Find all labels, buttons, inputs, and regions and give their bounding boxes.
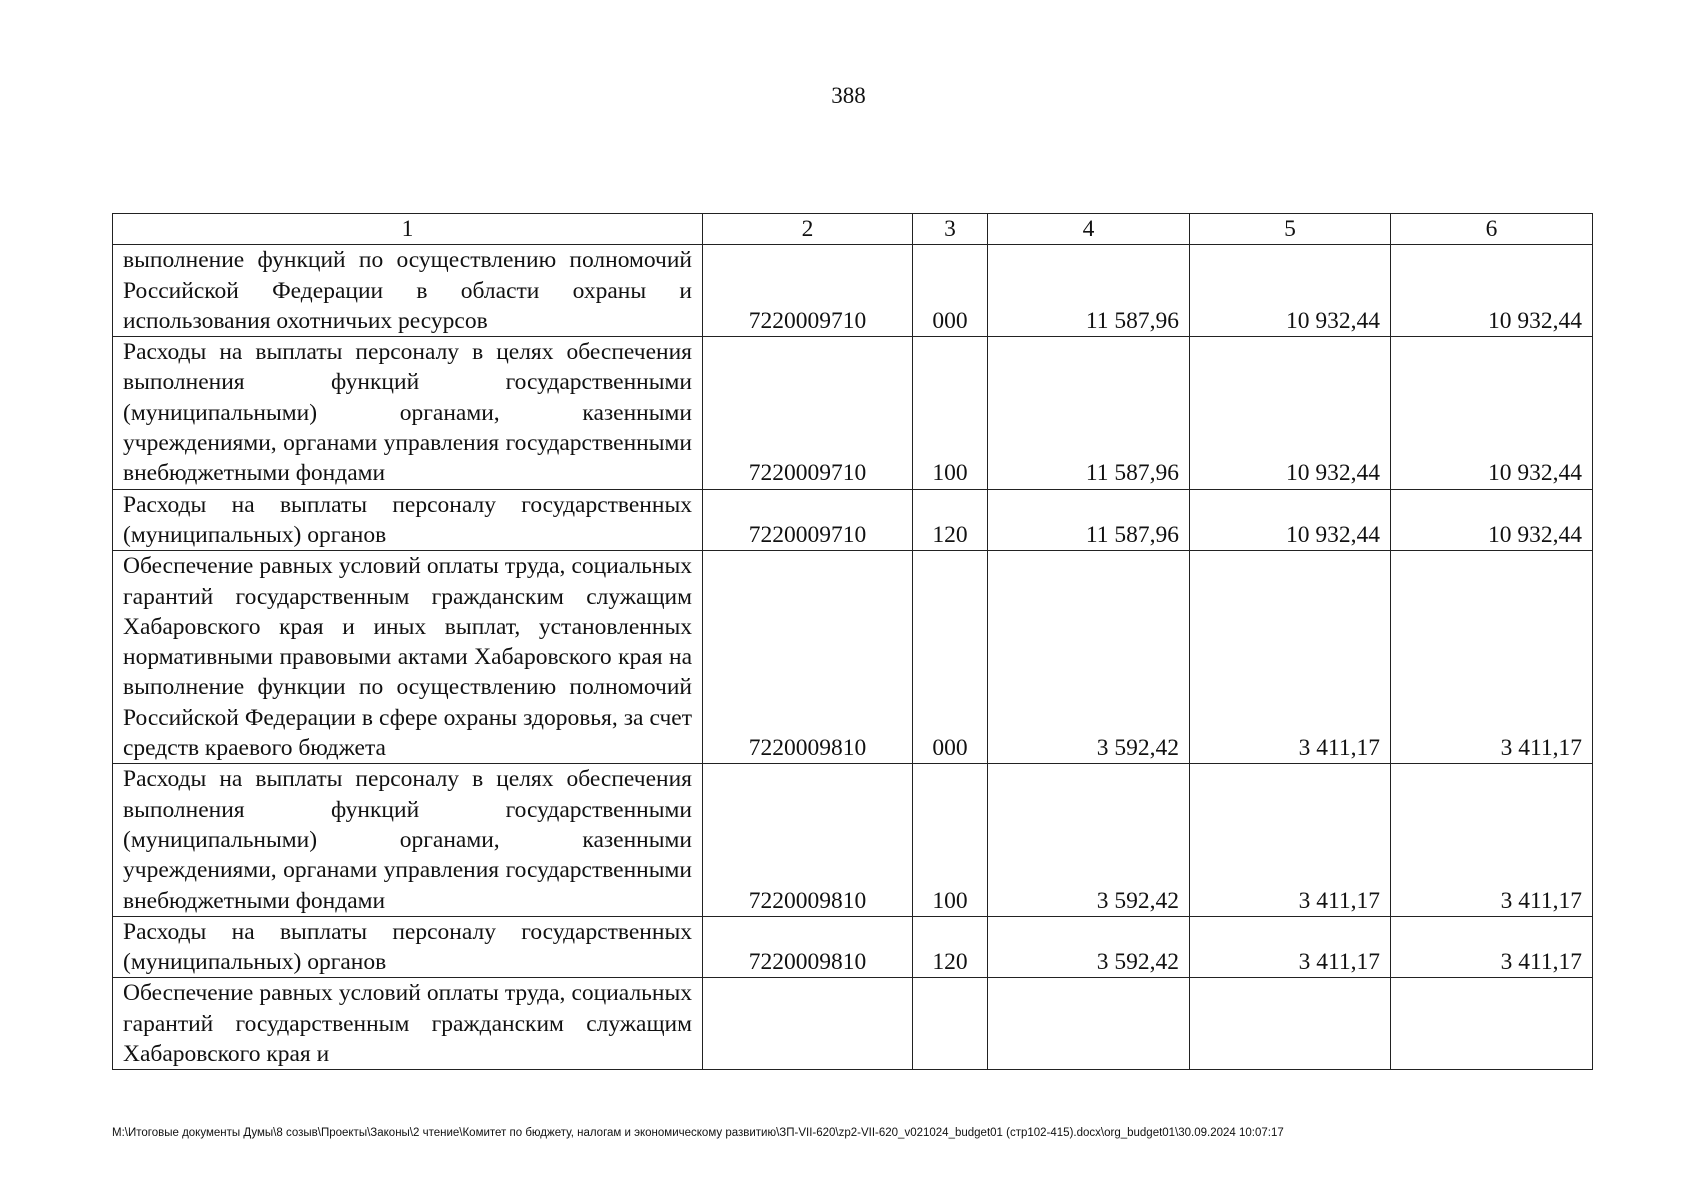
target-article-code: 7220009810 xyxy=(703,764,913,916)
column-header-3: 3 xyxy=(913,214,988,245)
amount-col-6: 3 411,17 xyxy=(1391,916,1593,978)
amount-col-5 xyxy=(1190,978,1391,1070)
target-article-code xyxy=(703,978,913,1070)
table-row xyxy=(113,551,1593,764)
column-header-1: 1 xyxy=(113,214,703,245)
amount-col-4: 11 587,96 xyxy=(988,337,1190,489)
table-row xyxy=(113,245,1593,337)
amount-col-4: 11 587,96 xyxy=(988,489,1190,551)
table-row xyxy=(113,916,1593,978)
row-description: Расходы на выплаты персоналу государственных (муниципальных) органов xyxy=(113,489,703,551)
row-description: выполнение функций по осуществлению полномочий Российской Федерации в области охраны и использования охотничьих ресурсов xyxy=(113,245,703,337)
row-description: Расходы на выплаты персоналу в целях обеспечения выполнения функций государственными (муниципальными) органами, казенными учреждениями, органами управления государственными внебюджетными фондами xyxy=(113,764,703,916)
amount-col-4: 3 592,42 xyxy=(988,916,1190,978)
budget-table xyxy=(112,213,1593,1070)
row-description: Расходы на выплаты персоналу в целях обеспечения выполнения функций государственными (муниципальными) органами, казенными учреждениями, органами управления государственными внебюджетными фондами xyxy=(113,337,703,489)
amount-col-5: 3 411,17 xyxy=(1190,916,1391,978)
amount-col-6: 3 411,17 xyxy=(1391,764,1593,916)
target-article-code: 7220009810 xyxy=(703,916,913,978)
row-description: Обеспечение равных условий оплаты труда, социальных гарантий государственным гражданским служащим Хабаровского края и xyxy=(113,978,703,1070)
amount-col-5: 10 932,44 xyxy=(1190,489,1391,551)
table-row xyxy=(113,978,1593,1070)
column-header-6: 6 xyxy=(1391,214,1593,245)
amount-col-6: 3 411,17 xyxy=(1391,551,1593,764)
page-number: 388 xyxy=(831,83,866,108)
expense-type-code: 000 xyxy=(913,551,988,764)
expense-type-code: 000 xyxy=(913,245,988,337)
table-row xyxy=(113,764,1593,916)
amount-col-4 xyxy=(988,978,1190,1070)
column-header-4: 4 xyxy=(988,214,1190,245)
table-row xyxy=(113,489,1593,551)
amount-col-5: 3 411,17 xyxy=(1190,551,1391,764)
amount-col-5: 10 932,44 xyxy=(1190,337,1391,489)
expense-type-code: 100 xyxy=(913,764,988,916)
document-file-path: M:\Итоговые документы Думы\8 созыв\Проекты\Законы\2 чтение\Комитет по бюджету, налогам и экономическому развитию\ЗП-VII-620\zp2-VII-620_v021024_budget01 (стр102-415).docx\org_budget01\30.09.2024 10:07:17 xyxy=(112,1127,1284,1139)
target-article-code: 7220009710 xyxy=(703,337,913,489)
column-header-5: 5 xyxy=(1190,214,1391,245)
amount-col-5: 3 411,17 xyxy=(1190,764,1391,916)
expense-type-code: 120 xyxy=(913,489,988,551)
amount-col-4: 11 587,96 xyxy=(988,245,1190,337)
amount-col-6: 10 932,44 xyxy=(1391,337,1593,489)
amount-col-6: 10 932,44 xyxy=(1391,245,1593,337)
expense-type-code xyxy=(913,978,988,1070)
amount-col-4: 3 592,42 xyxy=(988,764,1190,916)
amount-col-5: 10 932,44 xyxy=(1190,245,1391,337)
target-article-code: 7220009710 xyxy=(703,489,913,551)
table-row xyxy=(113,337,1593,489)
row-description: Расходы на выплаты персоналу государственных (муниципальных) органов xyxy=(113,916,703,978)
amount-col-6: 10 932,44 xyxy=(1391,489,1593,551)
row-description: Обеспечение равных условий оплаты труда, социальных гарантий государственным гражданским служащим Хабаровского края и иных выплат, установленных нормативными правовыми актами Хабаровского края на выполнение функции по осуществлению полномочий Российской Федерации в сфере охраны здоровья, за счет средств краевого бюджета xyxy=(113,551,703,764)
target-article-code: 7220009810 xyxy=(703,551,913,764)
table-header-row xyxy=(113,214,1593,245)
column-header-2: 2 xyxy=(703,214,913,245)
expense-type-code: 100 xyxy=(913,337,988,489)
expense-type-code: 120 xyxy=(913,916,988,978)
amount-col-6 xyxy=(1391,978,1593,1070)
amount-col-4: 3 592,42 xyxy=(988,551,1190,764)
target-article-code: 7220009710 xyxy=(703,245,913,337)
